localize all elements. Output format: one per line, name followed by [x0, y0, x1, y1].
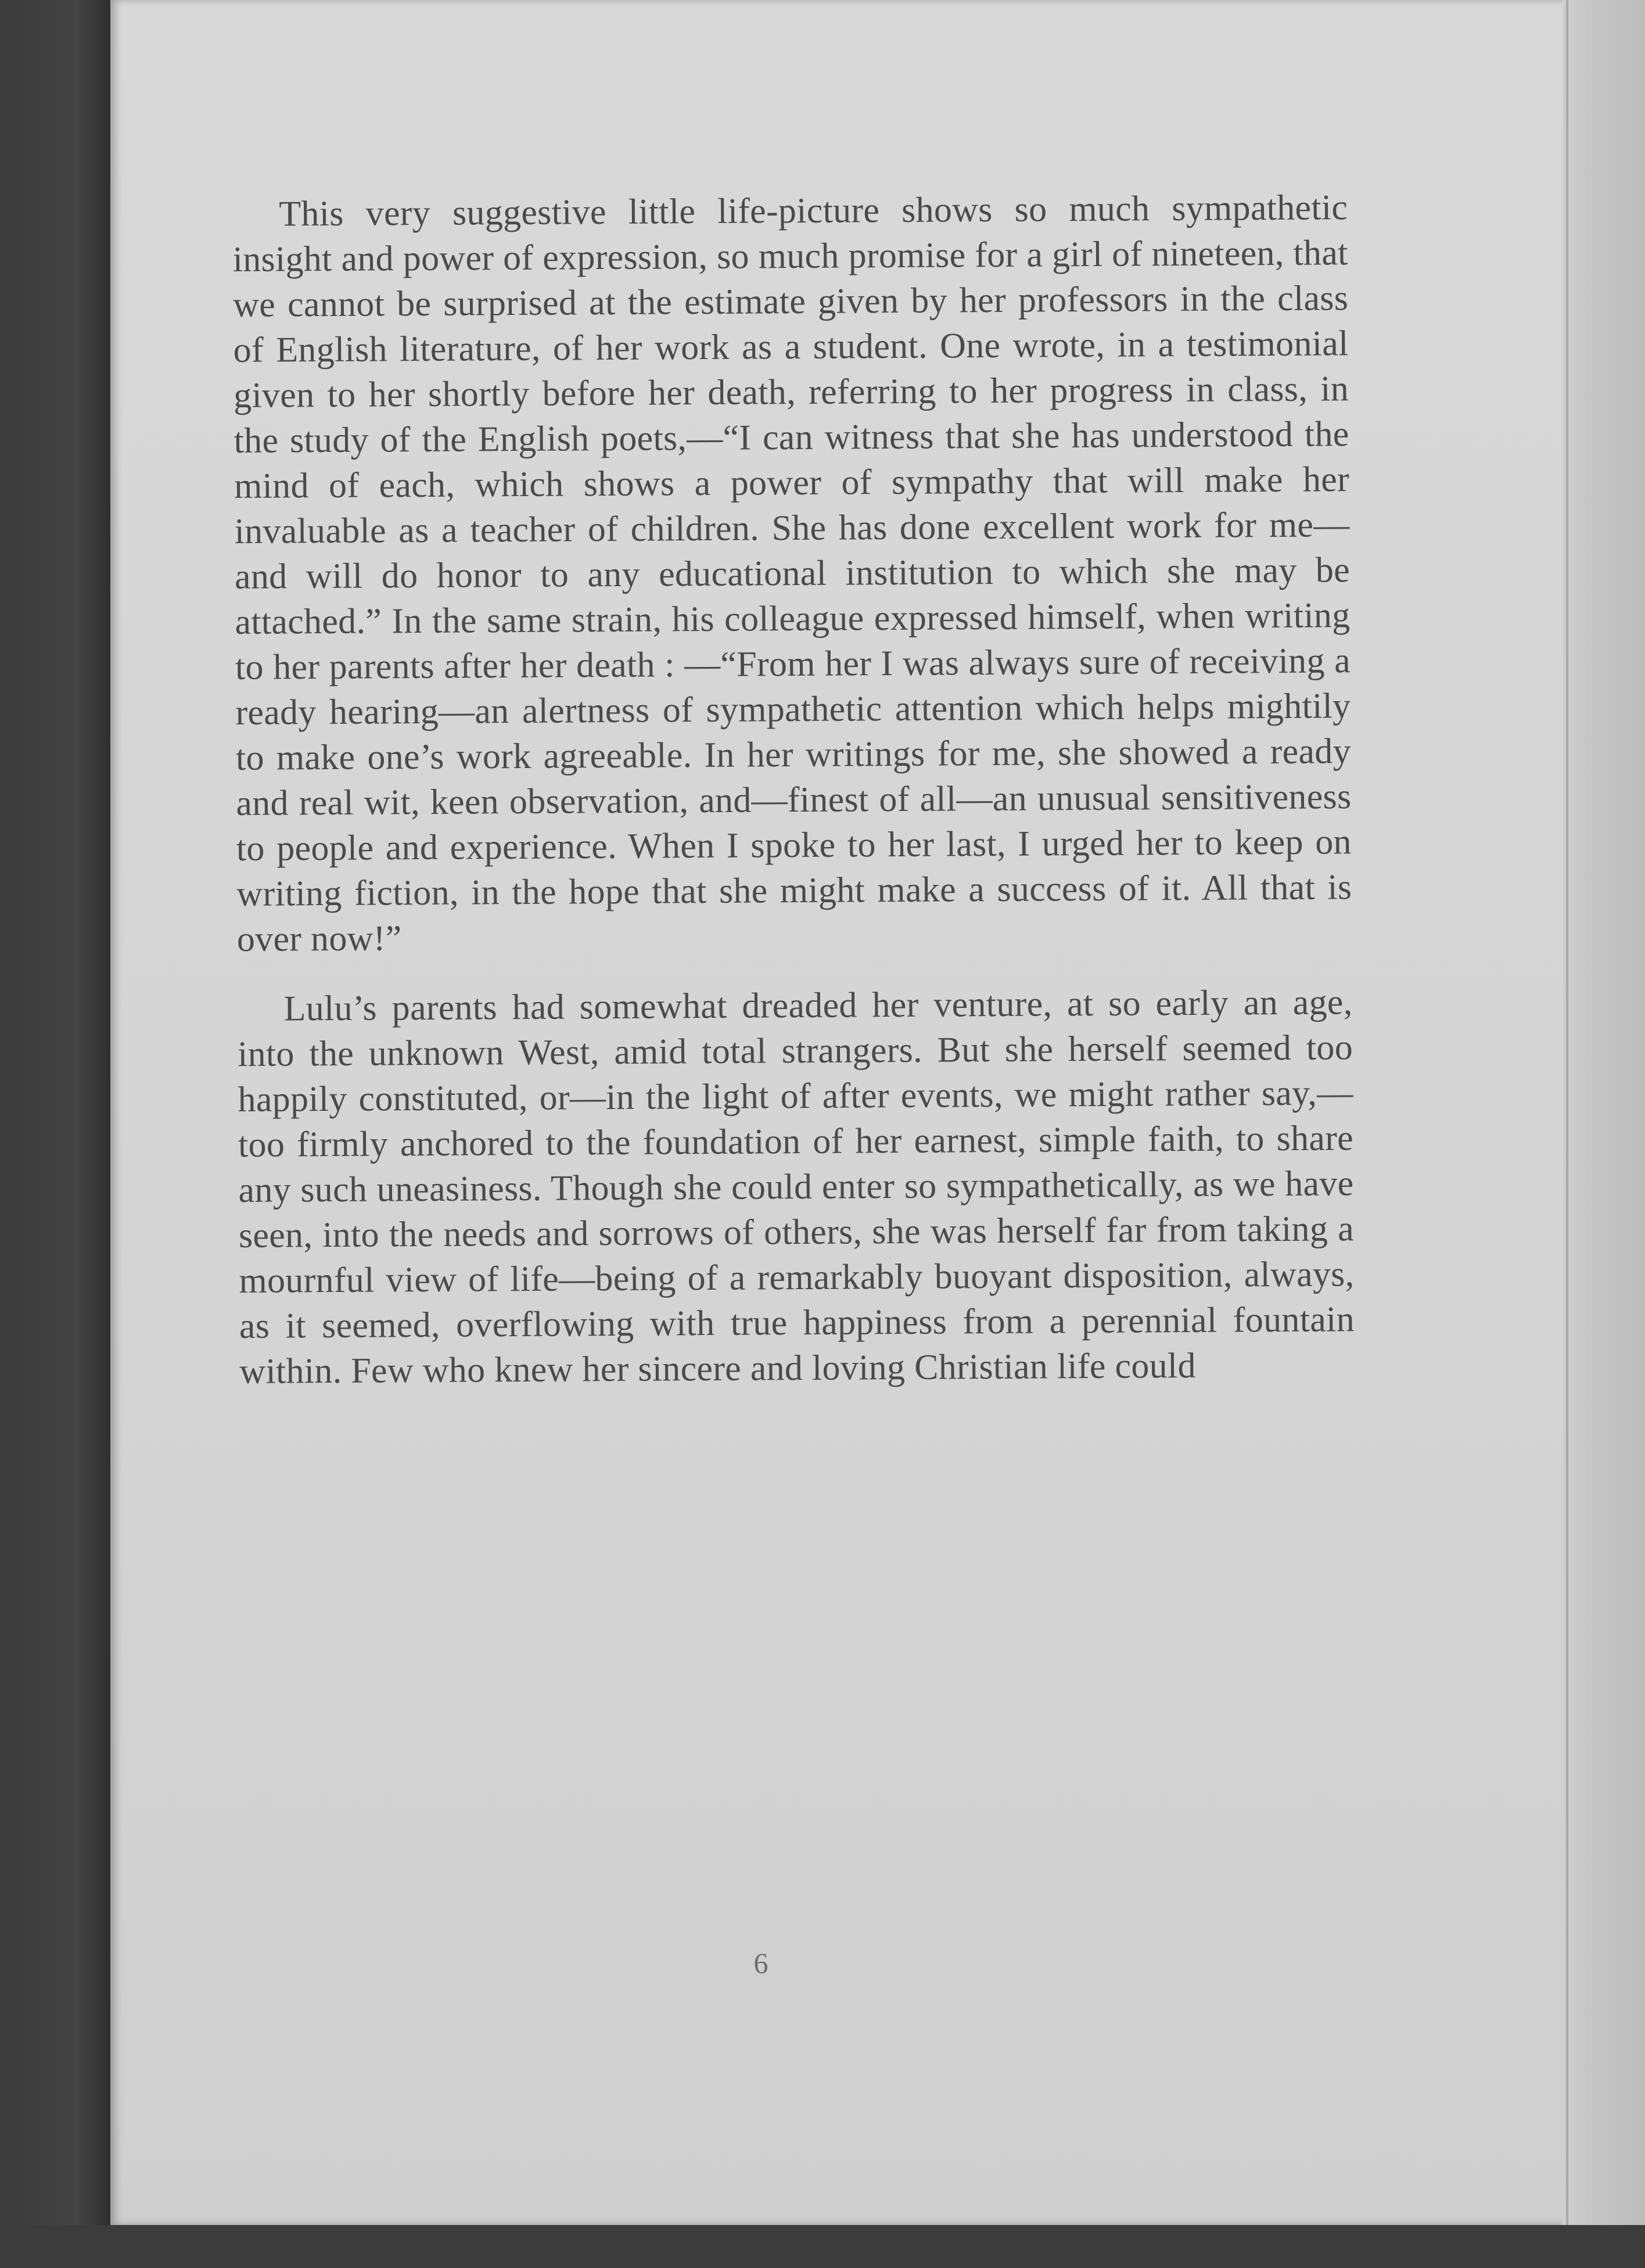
page-number: 6 [753, 1947, 768, 1979]
scan-background-left [0, 0, 110, 2268]
page-body-text [232, 185, 1355, 1419]
scan-background-bottom [0, 2225, 1645, 2268]
facing-page-edge [1563, 0, 1645, 2268]
paragraph: This very suggestive little life-picture shows so much sympathetic insight and power of expression, so much promise for a girl of nineteen, that we cannot be surprised at the estimate given by her professors in the class of English literature, of her work as a student. One wrote, in a testimonial given to her shortly before her death, referring to her progress in class, in the study of the English poets,—“I can witness that she has understood the mind of each, which shows a power of sympathy that will make her invaluable as a teacher of children. She has done excellent work for me—and will do honor to any educational institution to which she may be attached.” In the same strain, his colleague expressed himself, when writing to her parents after her death : —“From her I was always sure of receiving a ready hearing—an alertness of sympathetic attention which helps mightily to make one’s work agreeable. In her writings for me, she showed a ready and real wit, keen observation, and—finest of all—an unusual sensitiveness to people and experience. When I spoke to her last, I urged her to keep on writing fiction, in the hope that she might make a success of it. All that is over now!” [232, 188, 1352, 959]
paragraph: Lulu’s parents had somewhat dreaded her venture, at so early an age, into the unknown West, amid total strangers. But she herself seemed too happily constituted, or—in the light of after events, we might rather say,—too firmly anchored to the foundation of her earnest, simple faith, to share any such uneasiness. Though she could enter so sympathetically, as we have seen, into the needs and sorrows of others, she was herself far from taking a mournful view of life—being of a remarkably buoyant disposition, always, as it seemed, overflowing with true happiness from a perennial fountain within. Few who knew her sincere and loving Christian life could [237, 982, 1355, 1391]
